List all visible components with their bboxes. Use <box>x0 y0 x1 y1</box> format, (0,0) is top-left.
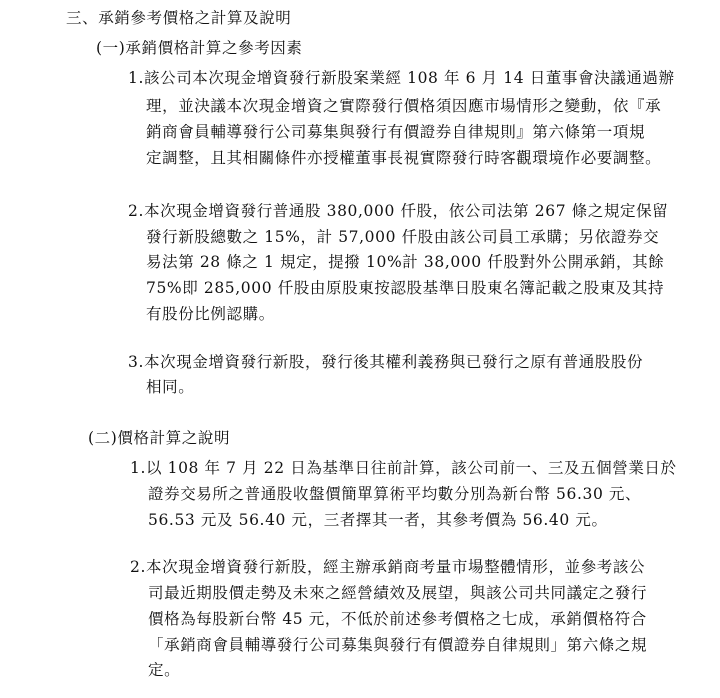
paragraph-line: 2.本次現金增資發行普通股 380,000 仟股，依公司法第 267 條之規定保留 <box>128 202 669 220</box>
paragraph-line: 證券交易所之普通股收盤價簡單算術平均數分別為新台幣 56.30 元、 <box>148 485 642 503</box>
paragraph-line: 3.本次現金增資發行新股，發行後其權利義務與已發行之原有普通股股份 <box>128 353 644 371</box>
paragraph-line: 1.以 108 年 7 月 22 日為基準日往前計算，該公司前一、三及五個營業日於 <box>130 459 677 477</box>
paragraph-line: 有股份比例認購。 <box>146 305 275 323</box>
paragraph-line: 發行新股總數之 15%，計 57,000 仟股由該公司員工承購；另依證券交 <box>146 228 660 246</box>
paragraph-line: 易法第 28 條之 1 規定，提撥 10%計 38,000 仟股對外公開承銷，其餘 <box>146 253 665 271</box>
paragraph-line: 相同。 <box>146 378 195 396</box>
subsection-heading-2: (二)價格計算之說明 <box>88 429 231 447</box>
paragraph-line: 司最近期股價走勢及未來之經營績效及展望，與該公司共同議定之發行 <box>148 584 648 602</box>
section-heading: 三、承銷參考價格之計算及說明 <box>66 9 292 27</box>
paragraph-line: 56.53 元及 56.40 元，三者擇其一者，其參考價為 56.40 元。 <box>148 511 608 529</box>
paragraph-line: 銷商會員輔導發行公司募集與發行有價證券自律規則』第六條第一項規 <box>146 123 646 141</box>
subsection-heading-1: (一)承銷價格計算之參考因素 <box>96 39 303 57</box>
paragraph-line: 2.本次現金增資發行新股，經主辦承銷商考量市場整體情形，並參考該公 <box>130 558 646 576</box>
paragraph-line: 價格為每股新台幣 45 元，不低於前述參考價格之七成，承銷價格符合 <box>148 610 647 628</box>
paragraph-line: 定。 <box>148 661 181 679</box>
paragraph-line: 75%即 285,000 仟股由原股東按認股基準日股東名簿記載之股東及其持 <box>146 279 665 297</box>
paragraph-line: 1.該公司本次現金增資發行新股案業經 108 年 6 月 14 日董事會決議通過辦 <box>128 69 675 87</box>
paragraph-line: 「承銷商會員輔導發行公司募集與發行有價證券自律規則」第六條之規 <box>148 636 648 654</box>
paragraph-line: 理，並決議本次現金增資之實際發行價格須因應市場情形之變動，依『承 <box>146 97 662 115</box>
paragraph-line: 定調整，且其相關條件亦授權董事長視實際發行時客觀環境作必要調整。 <box>146 149 662 167</box>
